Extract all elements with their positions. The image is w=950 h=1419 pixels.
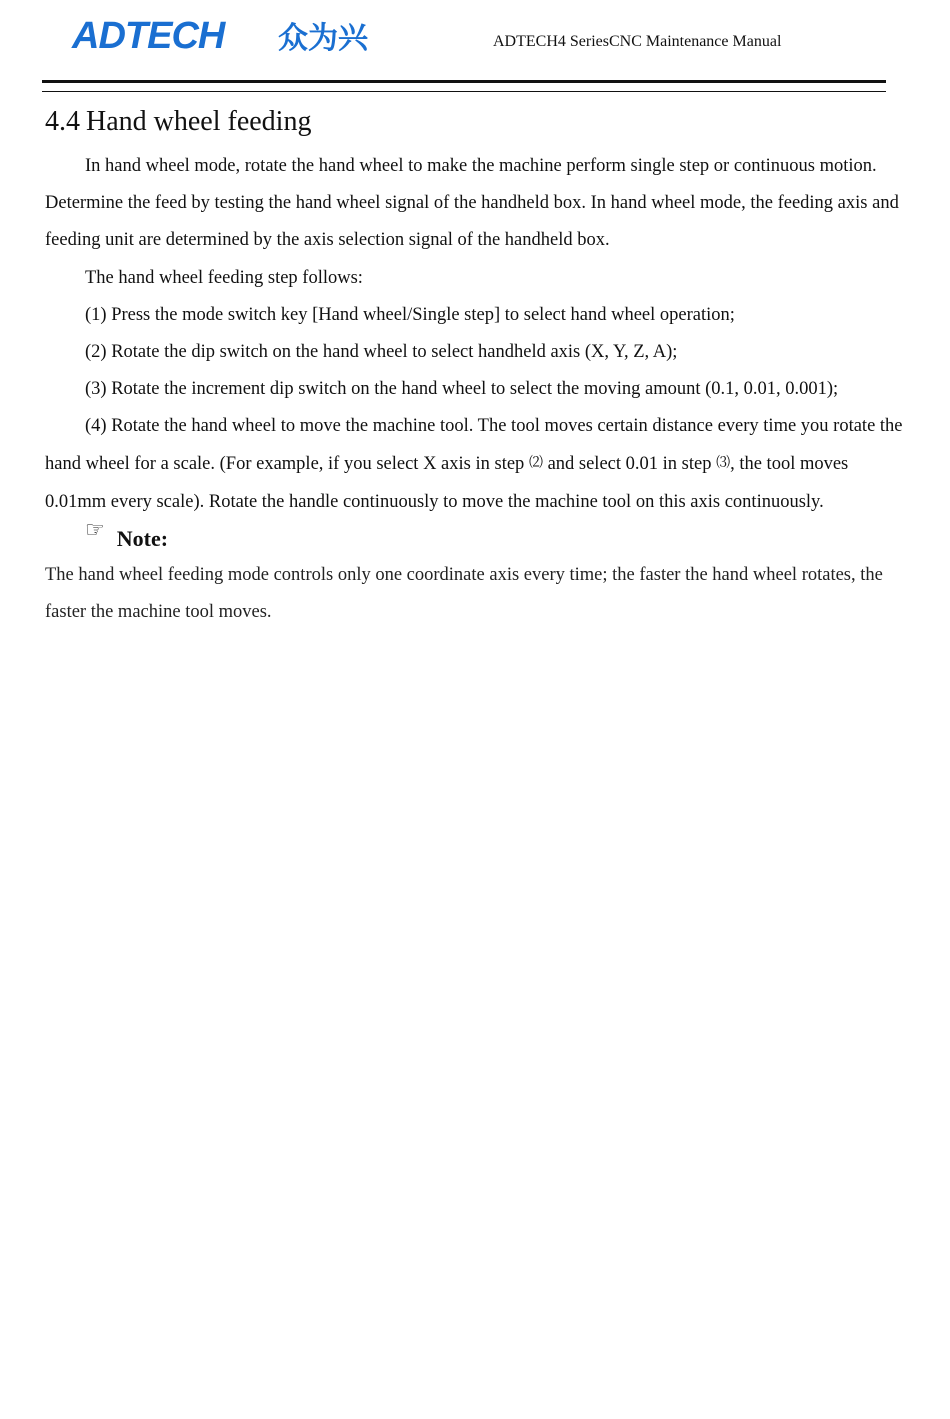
step-4-text-c: , the tool moves 0.01mm every scale). Rotate the handle continuously to move the machine tool on this axis continuously. [45, 453, 849, 512]
step-4-text-a: (4) Rotate the hand wheel to move the machine tool. The tool moves certain distance every time you rotate the hand wheel for a scale. (For example, if you select X axis in step [45, 416, 903, 474]
pointing-hand-icon: ☞ [85, 518, 105, 544]
section-number: 4.4 [45, 106, 80, 137]
step-ref-2: ⑵ [528, 454, 543, 471]
header-divider-thin [42, 91, 886, 92]
adtech-logo [70, 14, 380, 54]
note-header [45, 518, 907, 557]
section-heading [45, 104, 907, 140]
step-3: (3) Rotate the increment dip switch on the hand wheel to select the moving amount (0.1, 0.01, 0.001); [85, 379, 839, 400]
manual-title: ADTECH4 SeriesCNC Maintenance Manual [493, 33, 782, 50]
page-header [0, 0, 950, 95]
section-title: Hand wheel feeding [86, 106, 312, 137]
note-label: Note: [116, 526, 169, 552]
step-4-text-b: and select 0.01 in step [542, 453, 717, 474]
step-ref-3: ⑶ [716, 454, 731, 471]
step-2: (2) Rotate the dip switch on the hand wheel to select handheld axis (X, Y, Z, A); [85, 342, 678, 363]
intro-paragraph: In hand wheel mode, rotate the hand wheel to make the machine perform single step or continuous motion. Determine the feed by testing the hand wheel signal of the handheld box. In hand wheel mode, the feeding axis and feeding unit are determined by the axis selection signal of the handheld box. [45, 156, 899, 251]
logo-wordmark: ADTECH [72, 15, 225, 54]
steps-intro: The hand wheel feeding step follows: [85, 267, 363, 288]
step-4 [45, 408, 907, 521]
header-divider-thick [42, 80, 886, 83]
logo-chinese-wordmark: 众为兴 [278, 21, 368, 54]
page-content [45, 104, 907, 631]
step-1: (1) Press the mode switch key [Hand wheel/Single step] to select hand wheel operation; [85, 304, 735, 325]
note-text: The hand wheel feeding mode controls only one coordinate axis every time; the faster the hand wheel rotates, the faster the machine tool moves. [45, 565, 883, 623]
